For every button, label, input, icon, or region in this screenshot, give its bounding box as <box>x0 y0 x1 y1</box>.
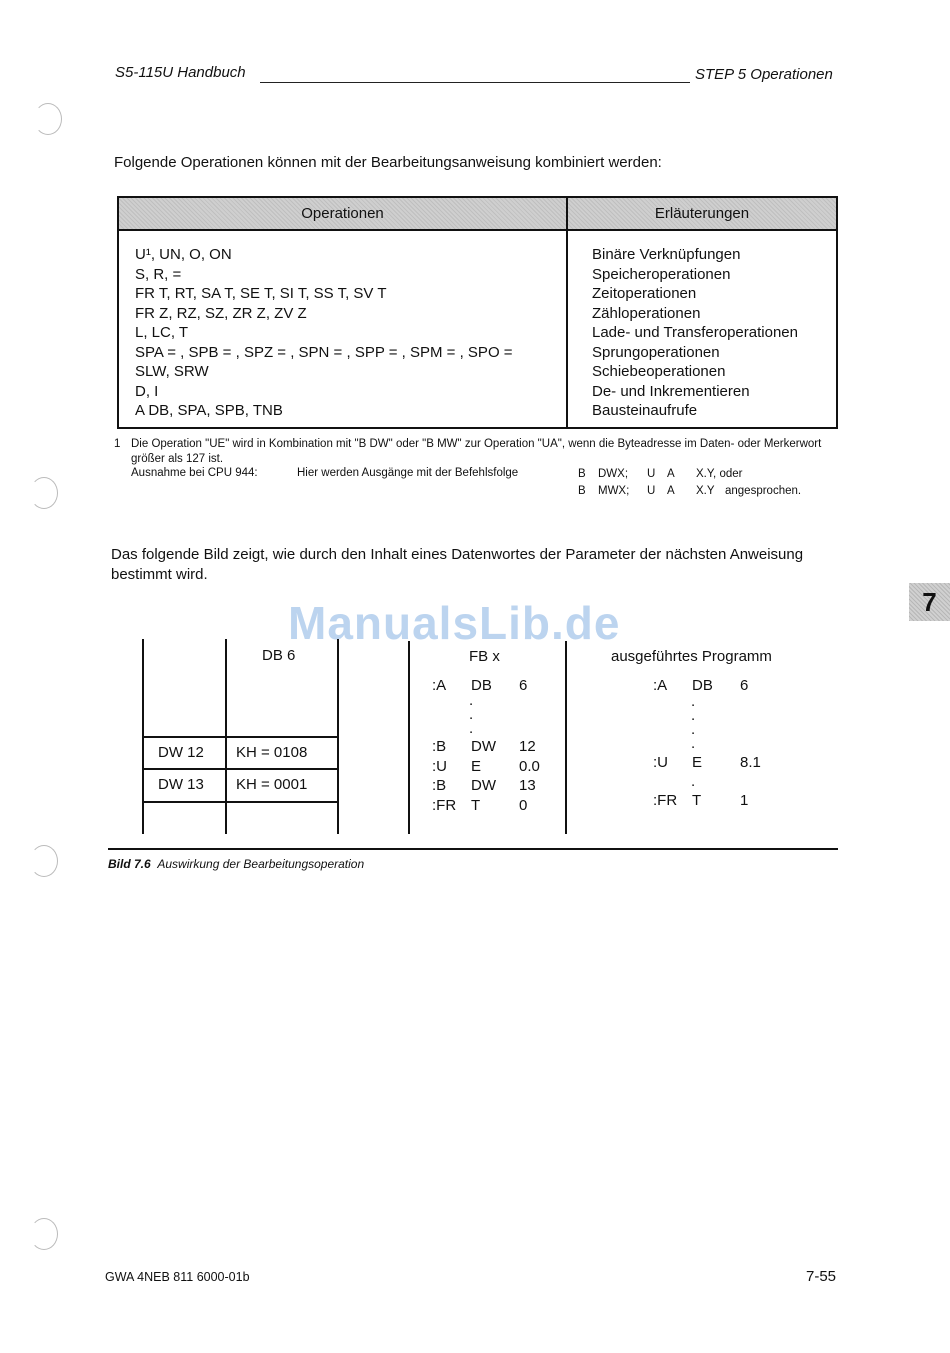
example-token: B <box>578 485 586 497</box>
fb-continuation-dot: . <box>469 720 474 737</box>
db-word-value: KH = 0001 <box>236 776 308 793</box>
example-token: MWX; <box>598 485 630 497</box>
footnote-example-row-2 <box>578 484 801 499</box>
db-row-line <box>142 736 339 738</box>
operations-table <box>117 196 838 429</box>
fb-title: FB x <box>469 648 500 665</box>
figure-rule <box>108 848 838 850</box>
exec-continuation-dot: . <box>691 693 696 710</box>
fb-val: 0 <box>519 797 528 814</box>
example-token: A <box>667 468 675 480</box>
example-token: A <box>667 485 675 497</box>
exec-continuation-dot: . <box>691 721 696 738</box>
description-item: Zähloperationen <box>592 304 701 322</box>
exec-arg: DB <box>692 677 713 694</box>
footnote-example-row-1 <box>578 467 742 482</box>
descriptions-column <box>567 230 837 428</box>
operations-column <box>118 230 567 428</box>
header-manual-title: S5-115U Handbuch <box>115 64 246 81</box>
example-token: X.Y, oder <box>696 468 743 480</box>
description-item: Zeitoperationen <box>592 285 697 302</box>
exec-val: 1 <box>740 792 749 809</box>
example-token: B <box>578 468 586 480</box>
example-token: X.Y <box>696 485 715 497</box>
description-item: Bausteinaufrufe <box>592 402 698 419</box>
caption-text: Auswirkung der Bearbeitungsoperation <box>157 857 365 871</box>
exec-continuation-dot: . <box>691 773 696 790</box>
description-item: Speicheroperationen <box>592 265 731 283</box>
chapter-tab: 7 <box>909 583 950 621</box>
fb-op: :A <box>432 677 447 694</box>
example-token: U <box>647 468 656 480</box>
header-rule <box>260 82 690 83</box>
db-word-name: DW 13 <box>158 776 204 793</box>
exec-op: :U <box>653 754 668 771</box>
footnote-exception-text: Hier werden Ausgänge mit der Befehlsfolge <box>297 467 519 479</box>
example-token: U <box>647 485 656 497</box>
db-row-line <box>142 801 339 803</box>
fb-op: :B <box>432 777 447 794</box>
db-title: DB 6 <box>262 647 296 664</box>
exec-op: :A <box>653 677 668 694</box>
db-word-name: DW 12 <box>158 744 204 761</box>
operation-item: S, R, = <box>135 265 182 283</box>
footnote-exception-label: Ausnahme bei CPU 944: <box>131 467 258 479</box>
footnote-text: Die Operation "UE" wird in Kombination mit "B DW" oder "B MW" zur Operation "UA", wenn die Byteadresse im Daten- oder Merkerwort größer als 127 ist. <box>131 438 822 465</box>
punch-hole-icon <box>34 103 62 135</box>
footer-page-number: 7-55 <box>806 1268 837 1285</box>
exec-arg: T <box>692 792 702 809</box>
fb-op: :B <box>432 738 447 755</box>
fb-op: :FR <box>432 797 457 814</box>
description-item: De- und Inkrementieren <box>592 382 750 400</box>
footnote-number: 1 <box>114 438 121 450</box>
fb-continuation-dot: . <box>469 692 474 709</box>
operation-item: L, LC, T <box>135 324 189 341</box>
description-item: Schiebeoperationen <box>592 363 726 380</box>
example-token: angesprochen. <box>725 485 802 497</box>
punch-hole-icon <box>30 477 58 509</box>
figure-intro-paragraph: Das folgende Bild zeigt, wie durch den Inhalt eines Datenwortes der Parameter der nächsten Anweisung bestimmt wird. <box>111 546 804 583</box>
footer-order-number: GWA 4NEB 811 6000-01b <box>105 1270 250 1284</box>
operation-item: U¹, UN, O, ON <box>135 246 232 263</box>
operation-item: A DB, SPA, SPB, TNB <box>135 402 283 419</box>
intro-text: Folgende Operationen können mit der Bearbeitungsanweisung kombiniert werden: <box>114 154 662 171</box>
fb-val: 6 <box>519 677 528 694</box>
watermark-logo: ManualsLib.de <box>288 597 621 649</box>
fb-arg: DW <box>471 738 496 755</box>
fb-op: :U <box>432 758 447 775</box>
exec-arg: E <box>692 754 703 771</box>
fb-val: 13 <box>519 777 536 794</box>
fb-arg: T <box>471 797 481 814</box>
exec-title: ausgeführtes Programm <box>611 648 772 665</box>
operation-item: FR Z, RZ, SZ, ZR Z, ZV Z <box>135 304 307 322</box>
caption-label: Bild 7.6 <box>108 857 151 871</box>
exec-val: 8.1 <box>740 754 761 771</box>
fb-arg: DW <box>471 777 496 794</box>
punch-hole-icon <box>30 845 58 877</box>
fb-arg: E <box>471 758 482 775</box>
description-item: Lade- und Transferoperationen <box>592 324 798 341</box>
fb-left-line <box>408 641 410 834</box>
description-item: Sprungoperationen <box>592 343 720 361</box>
fb-val: 0.0 <box>519 758 540 775</box>
example-token: DWX; <box>598 468 629 480</box>
operation-item: FR T, RT, SA T, SE T, SI T, SS T, SV T <box>135 285 387 302</box>
table-header-operations: Operationen <box>118 197 567 230</box>
exec-val: 6 <box>740 677 749 694</box>
db-row-line <box>142 768 339 770</box>
description-item: Binäre Verknüpfungen <box>592 246 741 263</box>
exec-continuation-dot: . <box>691 735 696 752</box>
fb-arg: DB <box>471 677 492 694</box>
fb-continuation-dot: . <box>469 706 474 723</box>
fb-right-line <box>565 641 567 834</box>
table-header-descriptions: Erläuterungen <box>567 197 837 230</box>
figure-caption <box>108 857 364 871</box>
header-chapter-title: STEP 5 Operationen <box>695 66 833 83</box>
operation-item: D, I <box>135 382 159 400</box>
fb-val: 12 <box>519 738 536 755</box>
exec-continuation-dot: . <box>691 707 696 724</box>
operation-item: SPA = , SPB = , SPZ = , SPN = , SPP = , SPM = , SPO = <box>135 343 513 361</box>
db-word-value: KH = 0108 <box>236 744 308 761</box>
exec-op: :FR <box>653 792 678 809</box>
operation-item: SLW, SRW <box>135 363 209 380</box>
punch-hole-icon <box>30 1218 58 1250</box>
